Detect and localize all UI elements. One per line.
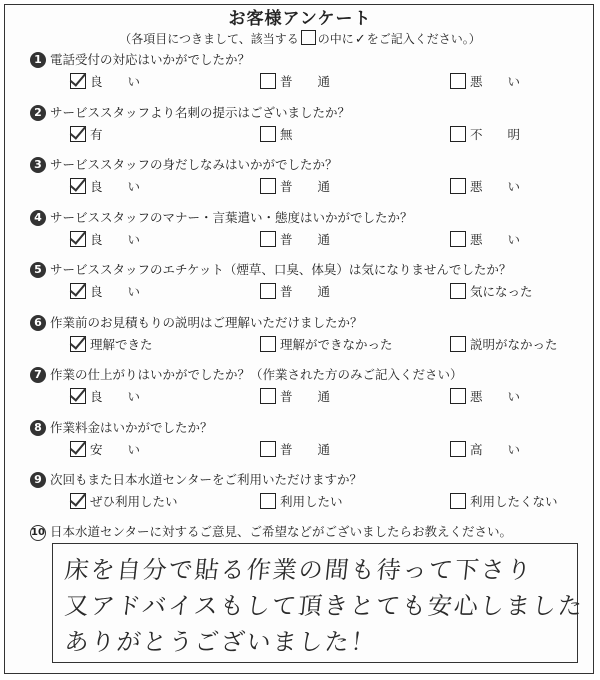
- question-text: サービススタッフのマナー・言葉遣い・態度はいかがでしたか？: [50, 209, 413, 225]
- answer-label: 良 い: [90, 74, 141, 89]
- answer-label: 普 通: [280, 389, 331, 404]
- answer-label: 悪 い: [470, 179, 521, 194]
- answer-option[interactable]: [70, 492, 178, 512]
- question-2: [30, 103, 585, 161]
- question-header: [30, 103, 350, 123]
- answer-label: 悪 い: [470, 389, 521, 404]
- answer-option[interactable]: [450, 72, 520, 92]
- answer-option[interactable]: [450, 125, 520, 145]
- answer-label: 良 い: [90, 231, 141, 247]
- answer-label: 悪 い: [470, 74, 521, 89]
- answer-option[interactable]: [260, 492, 343, 512]
- checkbox[interactable]: [260, 388, 276, 404]
- answer-option[interactable]: [70, 230, 140, 250]
- answer-option[interactable]: [70, 125, 103, 145]
- question-4: [30, 208, 585, 266]
- answer-option[interactable]: [260, 230, 330, 250]
- answer-label: ぜひ利用したい: [90, 494, 178, 509]
- checkmark-icon: ✓: [354, 32, 366, 47]
- checked-checkbox[interactable]: [70, 388, 86, 404]
- answer-option[interactable]: [450, 387, 520, 407]
- question-number-badge: 9: [30, 472, 46, 488]
- checkbox[interactable]: [450, 441, 466, 457]
- question-text: サービススタッフの身だしなみはいかがでしたか？: [50, 157, 338, 172]
- answer-option[interactable]: [70, 440, 140, 460]
- answer-label: 普 通: [280, 441, 331, 457]
- answer-option[interactable]: [70, 282, 140, 302]
- checkbox[interactable]: [450, 388, 466, 404]
- answer-option[interactable]: [70, 72, 140, 92]
- question-text: 作業前のお見積もりの説明はご理解いただけましたか？: [50, 314, 363, 330]
- checkbox[interactable]: [450, 73, 466, 89]
- answer-option[interactable]: [70, 387, 140, 407]
- checked-checkbox[interactable]: [70, 126, 86, 142]
- answer-label: 高 い: [470, 441, 521, 457]
- answer-option[interactable]: [450, 177, 520, 197]
- checked-checkbox[interactable]: [70, 178, 86, 194]
- answer-option[interactable]: [70, 177, 140, 197]
- question-text: 日本水道センターに対するご意見、ご希望などがございましたらお教えください。: [50, 524, 513, 539]
- question-9: [30, 470, 585, 528]
- question-header: [30, 208, 413, 228]
- question-number-badge: 5: [30, 262, 46, 278]
- answer-option[interactable]: [450, 230, 520, 250]
- question-number-badge: 1: [30, 52, 46, 68]
- checkbox[interactable]: [450, 231, 466, 247]
- answer-label: 普 通: [280, 179, 331, 194]
- question-number-badge: 10: [30, 525, 46, 541]
- answer-option[interactable]: [260, 72, 330, 92]
- checkbox[interactable]: [450, 493, 466, 509]
- checkbox[interactable]: [260, 73, 276, 89]
- checked-checkbox[interactable]: [70, 493, 86, 509]
- question-3: [30, 155, 585, 213]
- question-5: [30, 260, 585, 318]
- checkbox[interactable]: [450, 283, 466, 299]
- answer-label: 利用したい: [280, 494, 343, 509]
- answer-label: 良 い: [90, 179, 141, 194]
- checked-checkbox[interactable]: [70, 336, 86, 352]
- question-number-badge: 6: [30, 315, 46, 331]
- instructions-text-after: をご記入ください。）: [366, 32, 481, 46]
- answer-label: 説明がなかった: [470, 336, 558, 352]
- question-header: [30, 418, 213, 438]
- question-text: 作業の仕上がりはいかがでしたか？（作業された方のみご記入ください）: [50, 367, 463, 382]
- answer-option[interactable]: [260, 335, 393, 355]
- comment-box[interactable]: [52, 543, 586, 663]
- survey-title: お客様アンケート: [228, 9, 372, 29]
- answer-label: 安 い: [90, 441, 141, 457]
- answer-label: 有: [90, 126, 103, 142]
- question-header: [30, 365, 463, 385]
- survey-instructions: [0, 30, 600, 47]
- question-6: [30, 313, 585, 371]
- question-number-badge: 7: [30, 367, 46, 383]
- checked-checkbox[interactable]: [70, 283, 86, 299]
- question-text: サービススタッフのエチケット（煙草、口臭、体臭）は気になりませんでしたか？: [50, 262, 512, 277]
- instructions-text-middle: の中に: [317, 32, 354, 46]
- answer-label: 利用したくない: [470, 494, 558, 509]
- checkbox[interactable]: [260, 493, 276, 509]
- checked-checkbox[interactable]: [70, 231, 86, 247]
- question-header: [30, 470, 362, 490]
- question-1: [30, 50, 585, 108]
- answer-label: 普 通: [280, 231, 331, 247]
- checkbox[interactable]: [450, 126, 466, 142]
- question-header: [30, 313, 363, 333]
- answer-option[interactable]: [450, 440, 520, 460]
- checkbox[interactable]: [260, 441, 276, 457]
- checked-checkbox[interactable]: [70, 441, 86, 457]
- checkbox[interactable]: [260, 231, 276, 247]
- question-8: [30, 418, 585, 476]
- answer-label: 理解ができなかった: [280, 336, 393, 352]
- checkbox[interactable]: [260, 336, 276, 352]
- question-number-badge: 3: [30, 157, 46, 173]
- checkbox[interactable]: [450, 178, 466, 194]
- answer-label: 良 い: [90, 389, 141, 404]
- checkbox[interactable]: [450, 336, 466, 352]
- answer-label: 普 通: [280, 284, 331, 299]
- question-number-badge: 8: [30, 420, 46, 436]
- checkbox[interactable]: [260, 126, 276, 142]
- answer-label: 無: [280, 126, 293, 142]
- comment-line-3: ありがとうございました！: [63, 628, 379, 656]
- question-header: [30, 155, 338, 175]
- answer-option[interactable]: [70, 335, 153, 355]
- answer-label: 気になった: [470, 284, 533, 299]
- comment-line-1: 床を自分で貼る作業の間も待って下さり: [63, 556, 535, 584]
- question-text: 作業料金はいかがでしたか？: [50, 419, 213, 435]
- answer-option[interactable]: [450, 335, 558, 355]
- answer-label: 普 通: [280, 74, 331, 89]
- question-number-badge: 4: [30, 210, 46, 226]
- question-text: 電話受付の対応はいかがでしたか？: [50, 52, 251, 67]
- question-text: サービススタッフより名刺の提示はございましたか？: [50, 104, 351, 120]
- answer-option[interactable]: [450, 492, 558, 512]
- answer-option[interactable]: [260, 440, 330, 460]
- answer-label: 不 明: [470, 126, 521, 142]
- checkbox[interactable]: [260, 283, 276, 299]
- question-10: [30, 522, 512, 541]
- question-number-badge: 2: [30, 105, 46, 121]
- question-header: [30, 260, 511, 280]
- instructions-text-before: （各項目につきまして、該当する: [119, 32, 299, 46]
- comment-line-2: 又アドバイスもして頂きとても安心しました: [63, 592, 586, 620]
- question-header: [30, 50, 250, 70]
- answer-label: 理解できた: [90, 336, 153, 352]
- checkbox[interactable]: [260, 178, 276, 194]
- answer-option[interactable]: [260, 177, 330, 197]
- question-7: [30, 365, 585, 423]
- answer-option[interactable]: [260, 125, 293, 145]
- answer-option[interactable]: [260, 387, 330, 407]
- question-text: 次回もまた日本水道センターをご利用いただけますか？: [50, 472, 363, 487]
- answer-option[interactable]: [450, 282, 533, 302]
- checked-checkbox[interactable]: [70, 73, 86, 89]
- checkbox-sample-icon: [301, 30, 316, 45]
- answer-option[interactable]: [260, 282, 330, 302]
- answer-label: 良 い: [90, 284, 141, 299]
- answer-label: 悪 い: [470, 231, 521, 247]
